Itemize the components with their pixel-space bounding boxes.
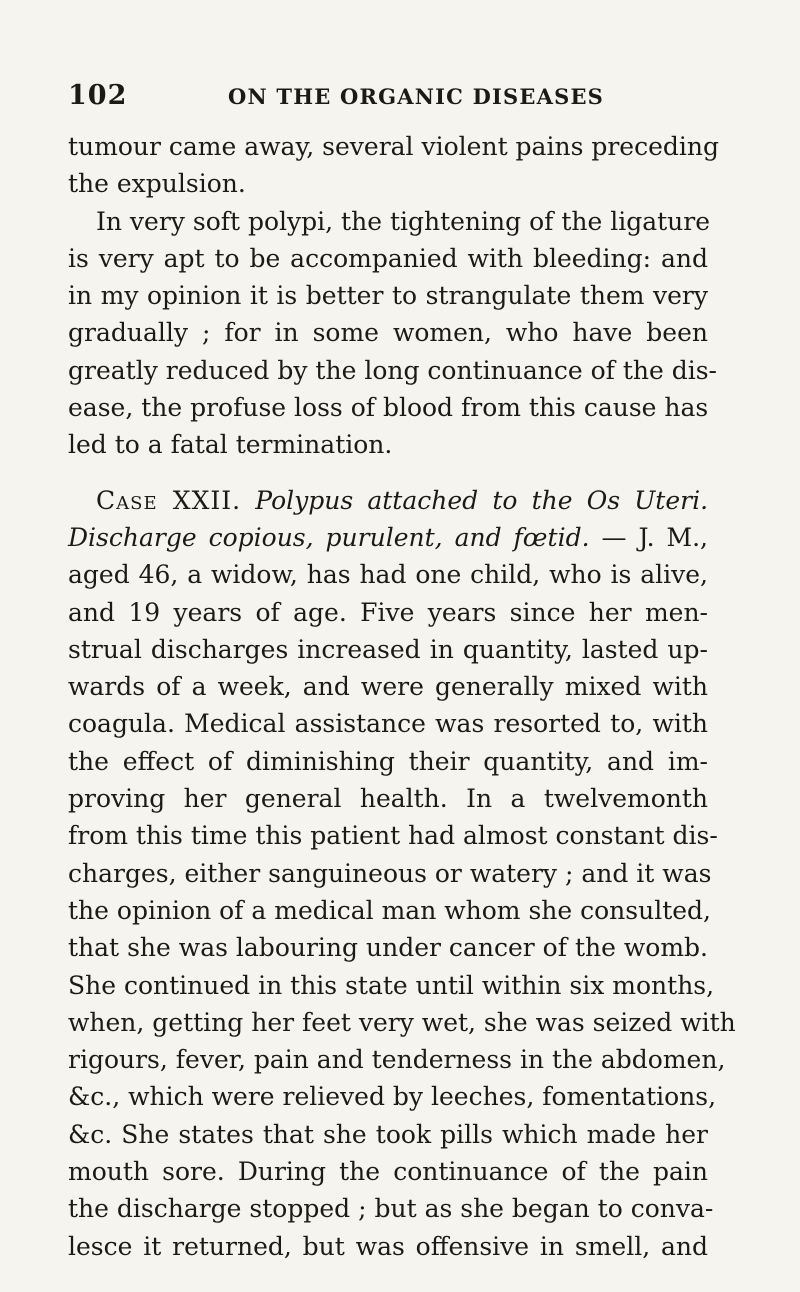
text-line: greatly reduced by the long continuance of the dis- <box>68 355 717 385</box>
case-subtitle-line <box>68 519 708 556</box>
text-line: the effect of diminishing their quantity, and im- <box>68 746 708 776</box>
text-line: She continued in this state until within six months, <box>68 970 715 1000</box>
text-line: In very soft polypi, the tightening of the ligature <box>96 206 711 236</box>
text-line: led to a fatal termination. <box>68 430 393 460</box>
text-line: &c., which were relieved by leeches, fomentations, <box>68 1082 717 1112</box>
text-line: the opinion of a medical man whom she consulted, <box>68 895 711 925</box>
text-line: tumour came away, several violent pains preceding <box>68 132 719 161</box>
text-line: &c. She states that she took pills which made her <box>68 1119 708 1149</box>
text-line: wards of a week, and were generally mixed with <box>68 672 708 702</box>
text-line: coagula. Medical assistance was resorted to, with <box>68 709 708 739</box>
text-line: is very apt to be accompanied with bleeding: and <box>68 243 708 273</box>
text-line: ease, the profuse loss of blood from this cause has <box>68 393 709 423</box>
text-line: that she was labouring under cancer of the womb. <box>68 933 708 963</box>
text-line: in my opinion it is better to strangulate them very <box>68 281 708 311</box>
case-patient: — J. M., <box>589 522 708 552</box>
text-line: strual discharges increased in quantity, lasted up- <box>68 634 708 664</box>
text-line: and 19 years of age. Five years since her men- <box>68 597 708 627</box>
text-line: gradually ; for in some women, who have been <box>68 318 708 348</box>
running-head: ON THE ORGANIC DISEASES <box>228 84 605 109</box>
text-line: charges, either sanguineous or watery ; and it was <box>68 858 712 888</box>
text-line: when, getting her feet very wet, she was seized with <box>68 1007 736 1037</box>
case-title: Polypus attached to the Os Uteri. <box>255 485 709 515</box>
body-text <box>68 128 736 1265</box>
text-line: from this time this patient had almost constant dis- <box>68 821 718 851</box>
text-line: proving her general health. In a twelvemonth <box>68 784 708 814</box>
case-subtitle: Discharge copious, purulent, and fœtid. <box>68 522 590 552</box>
text-line: mouth sore. During the continuance of the pain <box>68 1157 708 1187</box>
case-heading-line <box>68 482 708 519</box>
text-line: the expulsion. <box>68 169 246 199</box>
text-line: rigours, fever, pain and tenderness in the abdomen, <box>68 1045 726 1075</box>
page-number: 102 <box>68 80 128 111</box>
text-line: lesce it returned, but was offensive in smell, and <box>68 1231 708 1261</box>
text-line: aged 46, a widow, has had one child, who is alive, <box>68 560 708 590</box>
case-label: Case XXII. <box>96 485 242 515</box>
text-line: the discharge stopped ; but as she began to conva- <box>68 1194 714 1224</box>
page-header <box>68 80 708 120</box>
